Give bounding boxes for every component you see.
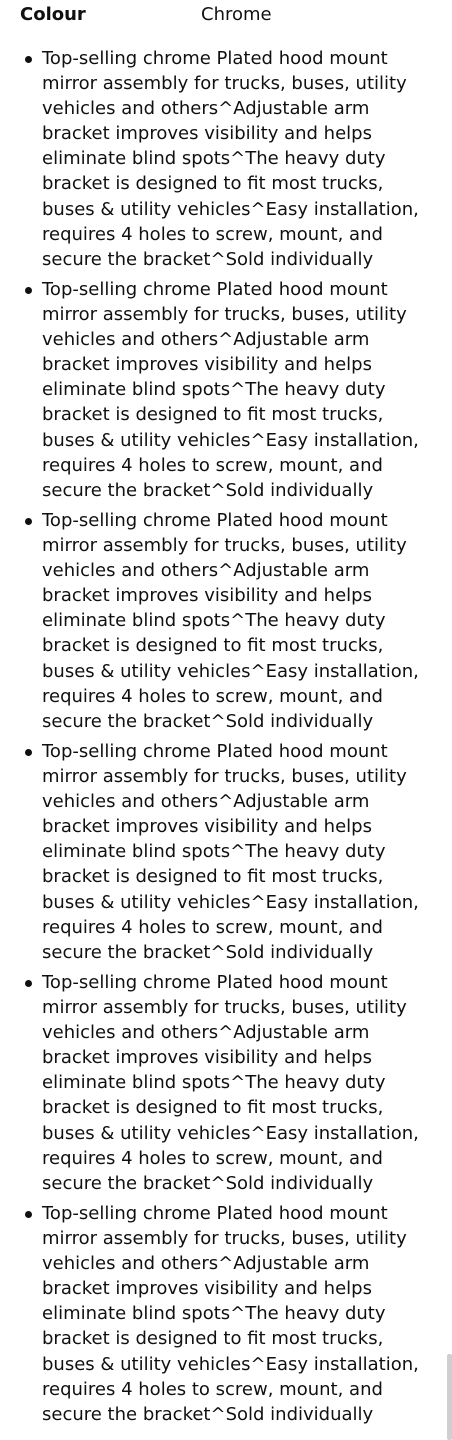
feature-bullet-text: Top-selling chrome Plated hood mount mirror assembly for trucks, buses, utility vehicles and others^Adjustable arm bracket improves visibility and helps eliminate blind spots^The heavy duty bracket is designed to fit most trucks, buses & utility vehicles^Easy installation, requires 4 holes to screw, mount, and secure the bracket^Sold individually bbox=[42, 741, 419, 963]
bullet-dot-icon bbox=[25, 287, 32, 294]
bullet-dot-icon bbox=[25, 1211, 32, 1218]
bullet-dot-icon bbox=[25, 518, 32, 525]
feature-bullet bbox=[0, 1201, 452, 1432]
feature-bullet bbox=[0, 277, 452, 508]
feature-bullet-text: Top-selling chrome Plated hood mount mirror assembly for trucks, buses, utility vehicles and others^Adjustable arm bracket improves visibility and helps eliminate blind spots^The heavy duty bracket is designed to fit most trucks, buses & utility vehicles^Easy installation, requires 4 holes to screw, mount, and secure the bracket^Sold individually bbox=[42, 972, 419, 1194]
feature-bullet-text: Top-selling chrome Plated hood mount mirror assembly for trucks, buses, utility vehicles and others^Adjustable arm bracket improves visibility and helps eliminate blind spots^The heavy duty bracket is designed to fit most trucks, buses & utility vehicles^Easy installation, requires 4 holes to screw, mount, and secure the bracket^Sold individually bbox=[42, 510, 419, 732]
bullet-dot-icon bbox=[25, 980, 32, 987]
feature-bullet-text: Top-selling chrome Plated hood mount mirror assembly for trucks, buses, utility vehicles and others^Adjustable arm bracket improves visibility and helps eliminate blind spots^The heavy duty bracket is designed to fit most trucks, buses & utility vehicles^Easy installation, requires 4 holes to screw, mount, and secure the bracket^Sold individually bbox=[42, 48, 419, 270]
scrollbar-thumb[interactable] bbox=[447, 1354, 452, 1440]
colour-attribute-row bbox=[20, 2, 272, 26]
feature-bullet bbox=[0, 46, 452, 277]
colour-value: Chrome bbox=[201, 3, 272, 25]
bullet-dot-icon bbox=[25, 749, 32, 756]
feature-bullet bbox=[0, 970, 452, 1201]
feature-bullet bbox=[0, 508, 452, 739]
feature-bullet-text: Top-selling chrome Plated hood mount mirror assembly for trucks, buses, utility vehicles and others^Adjustable arm bracket improves visibility and helps eliminate blind spots^The heavy duty bracket is designed to fit most trucks, buses & utility vehicles^Easy installation, requires 4 holes to screw, mount, and secure the bracket^Sold individually bbox=[42, 279, 419, 501]
colour-label: Colour bbox=[20, 3, 86, 25]
bullet-dot-icon bbox=[25, 56, 32, 63]
feature-bullet-list bbox=[0, 46, 452, 1432]
feature-bullet bbox=[0, 739, 452, 970]
feature-bullet-text: Top-selling chrome Plated hood mount mirror assembly for trucks, buses, utility vehicles and others^Adjustable arm bracket improves visibility and helps eliminate blind spots^The heavy duty bracket is designed to fit most trucks, buses & utility vehicles^Easy installation, requires 4 holes to screw, mount, and secure the bracket^Sold individually bbox=[42, 1203, 419, 1425]
